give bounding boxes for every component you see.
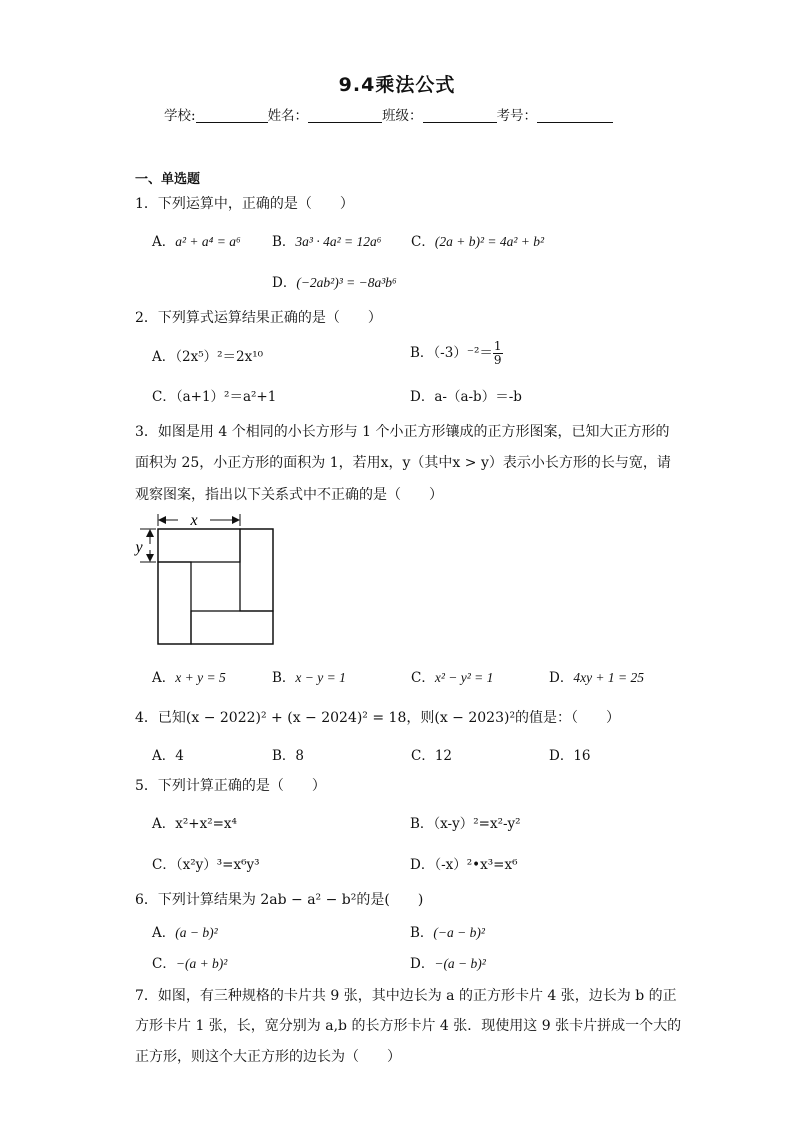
- option-label: C．: [152, 956, 176, 972]
- option-label: D．: [410, 389, 435, 405]
- name-blank[interactable]: [308, 108, 382, 123]
- q3-option-d[interactable]: [549, 666, 644, 686]
- option-label: D．: [272, 275, 297, 291]
- option-label: C．: [411, 748, 435, 764]
- option-text: −(a + b)²: [175, 956, 228, 971]
- option-label: C．: [411, 670, 435, 686]
- option-label: B．: [410, 816, 434, 832]
- option-text: a-（a-b）＝-b: [434, 389, 522, 405]
- option-label: D．: [410, 857, 435, 873]
- q6-stem: 6．下列计算结果为 2ab − a² − b²的是( ): [135, 892, 424, 908]
- q6-option-d[interactable]: [410, 952, 486, 972]
- option-label: D．: [549, 748, 574, 764]
- option-label: A．: [152, 816, 176, 832]
- q1-option-b[interactable]: [272, 230, 381, 250]
- student-info-row: [164, 104, 613, 124]
- class-label: 班级：: [382, 108, 423, 124]
- q1-option-d[interactable]: [272, 271, 397, 291]
- school-blank[interactable]: [196, 108, 268, 123]
- option-text: x + y = 5: [175, 670, 226, 685]
- q5-stem: 5．下列计算正确的是（ ）: [135, 778, 326, 794]
- option-label: B．: [410, 345, 434, 361]
- q3-stem-line2: 面积为 25，小正方形的面积为 1，若用x，y（其中x > y）表示小长方形的长与宽，请: [135, 455, 671, 471]
- id-blank[interactable]: [537, 108, 613, 123]
- option-text: （-x）²•x³=x⁶: [434, 857, 518, 873]
- option-text: （x²y）³=x⁶y³: [175, 857, 260, 873]
- rect-right: [240, 529, 273, 611]
- y-label: y: [135, 539, 143, 556]
- q5-option-b[interactable]: [410, 812, 521, 832]
- option-text: （2x⁵）²＝2x¹⁰: [175, 349, 264, 365]
- q2-option-d[interactable]: [410, 385, 522, 405]
- option-text: −(a − b)²: [434, 956, 486, 971]
- outer-square: [158, 529, 273, 644]
- option-text: 4xy + 1 = 25: [573, 670, 645, 685]
- q4-option-c[interactable]: [411, 744, 452, 764]
- option-label: C．: [152, 389, 176, 405]
- q2-option-c[interactable]: [152, 385, 276, 405]
- option-text: x − y = 1: [295, 670, 346, 685]
- q3-option-b[interactable]: [272, 666, 346, 686]
- option-text: （x-y）²=x²-y²: [433, 816, 521, 832]
- q5-option-a[interactable]: [152, 812, 237, 832]
- id-label: 考号：: [496, 108, 538, 124]
- option-label: D．: [410, 956, 435, 972]
- option-text: （a+1）²＝a²+1: [175, 389, 277, 405]
- fraction-numerator: 1: [493, 339, 502, 353]
- option-text: (2a + b)² = 4a² + b²: [434, 234, 545, 249]
- x-label: x: [190, 512, 198, 529]
- option-label: B．: [272, 748, 296, 764]
- q4-option-b[interactable]: [272, 744, 304, 764]
- q5-option-c[interactable]: [152, 853, 260, 873]
- option-label: C．: [411, 234, 435, 250]
- option-text: 12: [434, 748, 453, 764]
- q5-option-d[interactable]: [410, 853, 518, 873]
- q3-figure: [128, 506, 288, 651]
- rect-bottom: [191, 611, 273, 644]
- option-label: C．: [152, 857, 176, 873]
- class-blank[interactable]: [423, 108, 497, 123]
- q6-option-a[interactable]: [152, 921, 218, 941]
- rect-top: [158, 529, 240, 562]
- option-label: A．: [152, 748, 176, 764]
- option-text: 4: [175, 748, 184, 764]
- fraction: [493, 340, 503, 367]
- q7-stem-line1: 7．如图，有三种规格的卡片共 9 张，其中边长为 a 的正方形卡片 4 张，边长为 b 的正: [135, 988, 677, 1004]
- q6-option-c[interactable]: [152, 952, 227, 972]
- q7-stem-line3: 正方形，则这个大正方形的边长为（ ）: [135, 1049, 401, 1065]
- q1-option-c[interactable]: [411, 230, 544, 250]
- option-label: B．: [410, 925, 434, 941]
- q3-stem-line3: 观察图案，指出以下关系式中不正确的是（ ）: [135, 487, 443, 503]
- q6-option-b[interactable]: [410, 921, 485, 941]
- rect-left: [158, 562, 191, 644]
- option-label: A．: [152, 234, 176, 250]
- option-label: A．: [152, 925, 176, 941]
- option-label: D．: [549, 670, 574, 686]
- option-text: （-3）⁻²＝: [433, 345, 493, 361]
- q2-stem: 2．下列算式运算结果正确的是（ ）: [135, 310, 382, 326]
- q7-stem-line2: 方形卡片 1 张，长，宽分别为 a,b 的长方形卡片 4 张．现使用这 9 张卡片拼成一个大的: [135, 1018, 682, 1034]
- q2-option-b[interactable]: [410, 340, 503, 367]
- option-label: A．: [152, 670, 176, 686]
- option-label: B．: [272, 234, 296, 250]
- school-label: 学校:: [164, 108, 196, 124]
- q3-stem-line1: 3．如图是用 4 个相同的小长方形与 1 个小正方形镶成的正方形图案，已知大正方形的: [135, 424, 670, 440]
- q4-stem: 4．已知(x − 2022)² + (x − 2024)² = 18，则(x − 2023)²的值是：（ ）: [135, 710, 621, 726]
- option-label: A．: [152, 349, 176, 365]
- name-label: 姓名：: [267, 108, 309, 124]
- option-label: B．: [272, 670, 296, 686]
- option-text: 8: [295, 748, 305, 764]
- q1-option-a[interactable]: [152, 230, 241, 250]
- q3-option-c[interactable]: [411, 666, 493, 686]
- option-text: (−2ab²)³ = −8a³b⁶: [296, 275, 397, 290]
- q1-stem: 1．下列运算中，正确的是（ ）: [135, 196, 354, 212]
- q4-option-a[interactable]: [152, 744, 184, 764]
- q3-option-a[interactable]: [152, 666, 226, 686]
- option-text: 3a³ · 4a² = 12a⁶: [295, 234, 382, 249]
- fraction-denominator: 9: [493, 353, 502, 367]
- option-text: x² − y² = 1: [434, 670, 494, 685]
- option-text: a² + a⁴ = a⁶: [175, 234, 241, 249]
- page-title: 9.4乘法公式: [338, 74, 456, 96]
- option-text: 16: [573, 748, 591, 764]
- option-text: x²+x²=x⁴: [175, 816, 237, 832]
- section-heading: 一、单选题: [135, 172, 201, 187]
- option-text: (a − b)²: [175, 925, 218, 940]
- q2-option-a[interactable]: [152, 345, 263, 365]
- q4-option-d[interactable]: [549, 744, 591, 764]
- option-text: (−a − b)²: [433, 925, 485, 940]
